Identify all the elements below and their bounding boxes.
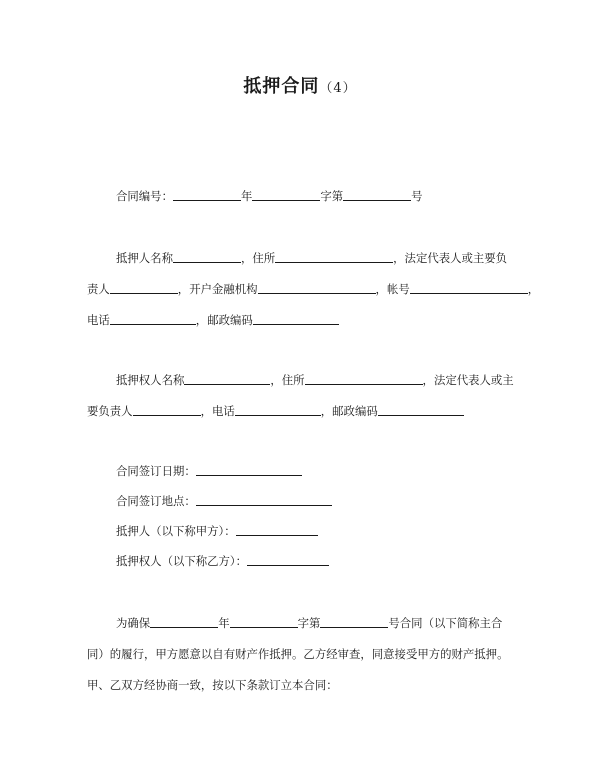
party-b-blank[interactable] [247, 554, 329, 566]
mortgagee-phone-blank[interactable] [235, 404, 321, 416]
mortgagor-rep-blank[interactable] [110, 282, 178, 294]
mortgagor-line-1 [0, 250, 600, 266]
contract-number-label: 合同编号： [116, 189, 173, 203]
mortgagor-bank-blank[interactable] [258, 282, 376, 294]
mortgagee-line-1 [0, 372, 600, 388]
mortgagee-rep-cont: 要负责人 [87, 404, 133, 418]
mortgagor-account-label: ，帐号 [375, 282, 410, 296]
mortgagee-postcode-blank[interactable] [378, 404, 464, 416]
signing-date-line [0, 463, 600, 479]
party-b-line [0, 553, 600, 569]
preamble-serial-blank[interactable] [320, 616, 388, 628]
mortgagee-postcode-label: ，邮政编码 [320, 404, 378, 418]
mortgagor-name-blank[interactable] [173, 251, 241, 263]
mortgagor-address-label: ，住所 [240, 251, 276, 265]
preamble-line-2 [0, 646, 600, 662]
year-label: 年 [240, 189, 253, 203]
signing-place-line [0, 493, 600, 509]
mortgagor-line-2 [0, 281, 600, 297]
party-b-label: 抵押权人（以下称乙方）： [116, 554, 247, 568]
page-title [0, 72, 600, 98]
mortgagor-name-label: 抵押人名称 [116, 251, 173, 265]
preamble-char: 字第 [297, 616, 321, 630]
party-a-line [0, 523, 600, 539]
preamble-text-2: 同）的履行，甲方愿意以自有财产作抵押。乙方经审查，同意接受甲方的财产抵押。 [87, 647, 509, 661]
mortgagee-line-2 [0, 403, 600, 419]
preamble-line-3 [0, 677, 600, 693]
mortgagor-address-blank[interactable] [275, 251, 393, 263]
title-suffix: （4） [319, 81, 357, 96]
party-a-label: 抵押人（以下称甲方）： [116, 524, 236, 538]
mortgagee-address-label: ，住所 [270, 373, 305, 387]
mortgagee-phone-label: ，电话 [200, 404, 235, 418]
preamble-start: 为确保 [116, 616, 151, 630]
preamble-year-blank[interactable] [230, 616, 298, 628]
serial-blank[interactable] [343, 189, 411, 201]
signing-place-blank[interactable] [196, 494, 332, 506]
char-label: 字第 [320, 189, 344, 203]
mortgagee-rep-label: ，法定代表人或主 [422, 373, 514, 387]
preamble-year: 年 [218, 616, 230, 630]
title-main: 抵押合同 [243, 76, 320, 97]
mortgagee-name-label: 抵押权人名称 [116, 373, 185, 387]
mortgagor-bank-label: ，开户金融机构 [177, 282, 258, 296]
mortgagor-phone-label: 电话 [87, 313, 110, 327]
number-label: 号 [411, 189, 423, 203]
contract-number-blank[interactable] [173, 189, 241, 201]
signing-date-blank[interactable] [196, 464, 302, 476]
preamble-line-1 [0, 615, 600, 631]
mortgagor-account-blank[interactable] [410, 282, 528, 294]
mortgagor-postcode-blank[interactable] [253, 313, 339, 325]
mortgagor-phone-blank[interactable] [110, 313, 196, 325]
preamble-contract-blank[interactable] [150, 616, 218, 628]
mortgagor-comma: ， [527, 282, 540, 296]
mortgagor-postcode-label: ，邮政编码 [195, 313, 253, 327]
mortgagee-name-blank[interactable] [184, 373, 270, 385]
contract-number-line [0, 188, 600, 204]
mortgagee-address-blank[interactable] [305, 373, 423, 385]
mortgagor-line-3 [0, 312, 600, 328]
preamble-end: 号合同（以下简称主合 [388, 616, 503, 630]
mortgagee-rep-blank[interactable] [133, 404, 201, 416]
signing-date-label: 合同签订日期： [116, 464, 196, 478]
preamble-text-3: 甲、乙双方经协商一致，按以下条款订立本合同： [87, 678, 338, 692]
party-a-blank[interactable] [236, 524, 318, 536]
year-blank[interactable] [252, 189, 320, 201]
mortgagor-rep-label: ，法定代表人或主要负 [393, 251, 508, 265]
signing-place-label: 合同签订地点： [116, 494, 196, 508]
mortgagor-rep-cont: 责人 [87, 282, 110, 296]
